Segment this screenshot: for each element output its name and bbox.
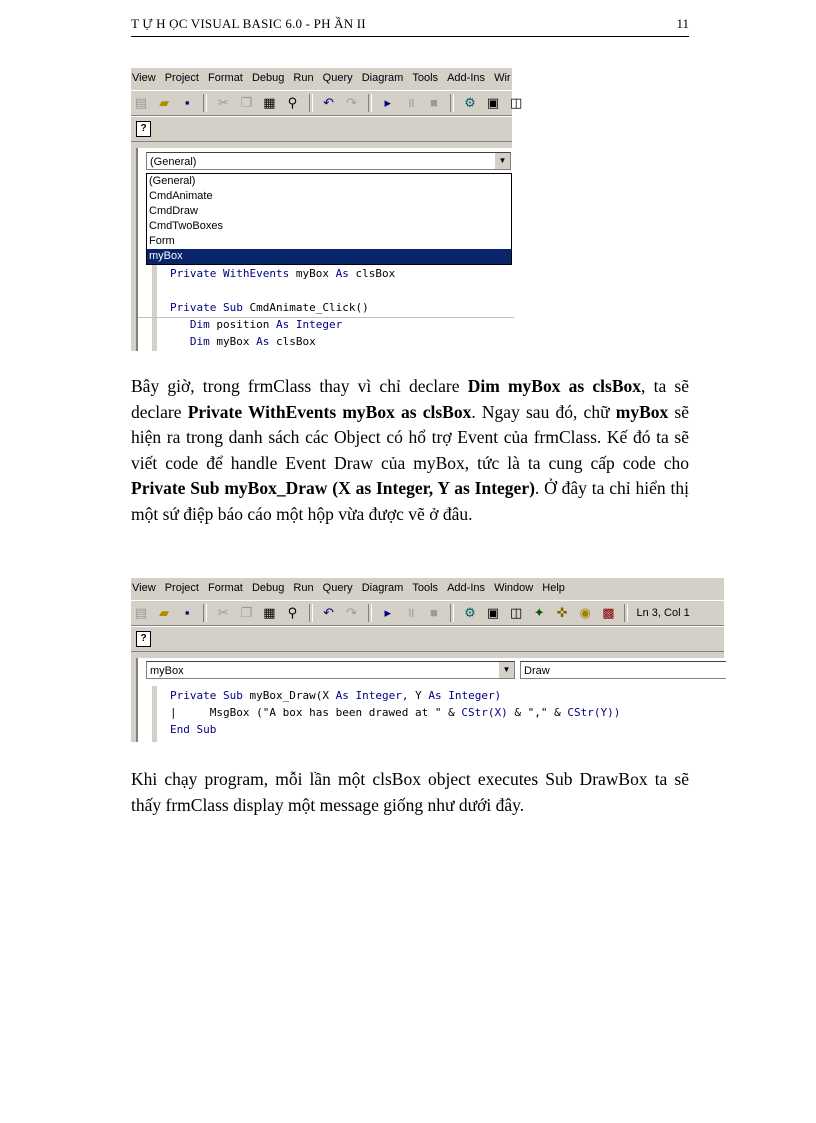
- toolbar-separator: [450, 604, 454, 622]
- object-browser-icon[interactable]: ✦: [533, 605, 545, 620]
- object-combo-value: myBox: [150, 665, 184, 677]
- code-token: Integer): [448, 689, 502, 702]
- code-token: myBox: [295, 267, 329, 280]
- undo-icon[interactable]: ↶: [323, 95, 335, 110]
- run-icon[interactable]: ▸: [384, 605, 392, 620]
- data-view-icon[interactable]: ◉: [579, 605, 591, 620]
- code-token: Integer: [295, 318, 343, 331]
- secondary-toolbar: [131, 116, 512, 142]
- code-token: clsBox: [355, 267, 396, 280]
- vb-ide-screenshot-2: [131, 578, 724, 742]
- menu-format[interactable]: Format: [208, 72, 243, 84]
- project-explorer-icon[interactable]: ▤: [134, 605, 148, 620]
- menu-view[interactable]: View: [132, 582, 156, 594]
- menu-query[interactable]: Query: [322, 582, 353, 594]
- margin-indicator-bar: [152, 265, 157, 351]
- project-icon[interactable]: ⚙: [464, 605, 476, 620]
- menu-diagram[interactable]: Diagram: [361, 582, 404, 594]
- toolbar-separator: [203, 604, 207, 622]
- text-bold: Private Sub myBox_Draw (X as Integer, Y as Integer): [131, 478, 535, 498]
- redo-icon[interactable]: ↷: [346, 605, 358, 620]
- toolbar-separator: [450, 94, 454, 112]
- page-header: [131, 14, 689, 37]
- text-run: sẽ hiện ra trong danh sách các Object có hổ trợ Event của frmClass. Kế đó ta sẽ viết code để handle Event Draw của myBox, tức là ta cung cấp code cho: [131, 401, 690, 473]
- text-bold: Dim myBox as clsBox: [467, 376, 642, 396]
- find-icon[interactable]: ⚲: [287, 95, 298, 110]
- menu-help[interactable]: Help: [542, 582, 565, 594]
- code-token: Private: [170, 267, 217, 280]
- code-token: myBox_Draw(X: [249, 689, 329, 702]
- object-combo[interactable]: [146, 152, 511, 170]
- menu-diagram[interactable]: Diagram: [361, 72, 404, 84]
- code-window: [136, 148, 514, 351]
- run-icon[interactable]: ▸: [384, 95, 392, 110]
- toolbar-separator: [368, 94, 372, 112]
- copy-icon[interactable]: ❐: [240, 605, 253, 620]
- menu-run[interactable]: Run: [293, 582, 314, 594]
- code-token: As: [256, 335, 270, 348]
- code-editor[interactable]: [170, 265, 395, 350]
- text-run: . Ở đây ta chỉ hiển thị một sứ điệp báo cáo một hộp vừa được vẽ ở đâu.: [131, 478, 689, 524]
- toolbar-separator: [309, 604, 313, 622]
- toolbar-separator: [624, 604, 628, 622]
- list-item[interactable]: CmdDraw: [149, 205, 198, 217]
- project-explorer-icon[interactable]: ▤: [134, 95, 148, 110]
- object-combo[interactable]: [146, 661, 515, 679]
- body-paragraph-1: [131, 374, 689, 527]
- menu-tools[interactable]: Tools: [412, 582, 439, 594]
- copy-icon[interactable]: ❐: [240, 95, 253, 110]
- stop-icon[interactable]: ■: [429, 95, 438, 110]
- project-icon[interactable]: ⚙: [464, 95, 476, 110]
- paste-icon[interactable]: ▦: [263, 95, 276, 110]
- list-item[interactable]: Form: [149, 235, 175, 247]
- code-token: Private: [170, 301, 217, 314]
- cut-icon[interactable]: ✂: [217, 605, 229, 620]
- code-token: myBox: [216, 335, 250, 348]
- procedure-combo-value: Draw: [524, 665, 550, 677]
- menu-project[interactable]: Project: [164, 72, 199, 84]
- body-paragraph-2: [131, 767, 689, 818]
- code-token: Sub: [222, 301, 243, 314]
- help-icon[interactable]: ?: [136, 631, 151, 647]
- menu-add-ins[interactable]: Add-Ins: [447, 72, 486, 84]
- code-token: Dim: [189, 318, 210, 331]
- code-token: WithEvents: [222, 267, 290, 280]
- standard-toolbar: [131, 90, 523, 116]
- toolbar-separator: [309, 94, 313, 112]
- text-bold: Private WithEvents myBox as clsBox: [187, 401, 472, 422]
- paste-icon[interactable]: ▦: [263, 605, 276, 620]
- code-token: Private: [170, 689, 217, 702]
- text-run: . Ngay sau đó, chữ: [471, 401, 616, 422]
- text-run: Bây giờ, trong frmClass thay vì chỉ declare: [131, 376, 468, 396]
- menu-run[interactable]: Run: [293, 72, 314, 84]
- vb-ide-screenshot-1: [131, 68, 523, 351]
- procedure-combo[interactable]: [520, 661, 726, 679]
- undo-icon[interactable]: ↶: [323, 605, 335, 620]
- help-icon[interactable]: ?: [136, 121, 151, 137]
- form-layout-icon[interactable]: ◫: [509, 605, 523, 620]
- pause-icon[interactable]: ॥: [406, 95, 415, 110]
- code-token: As: [428, 689, 442, 702]
- code-window: [136, 658, 726, 742]
- list-item[interactable]: CmdTwoBoxes: [149, 220, 223, 232]
- cut-icon[interactable]: ✂: [217, 95, 229, 110]
- code-token: As: [335, 267, 349, 280]
- menu-bar: [131, 578, 724, 598]
- menu-add-ins[interactable]: Add-Ins: [447, 582, 486, 594]
- code-divider: [138, 317, 514, 318]
- margin-indicator-bar: [152, 686, 157, 742]
- menu-format[interactable]: Format: [208, 582, 243, 594]
- menu-debug[interactable]: Debug: [251, 582, 285, 594]
- toolbar-separator: [368, 604, 372, 622]
- component-manager-icon[interactable]: ▩: [602, 605, 615, 620]
- code-token: As: [275, 318, 290, 331]
- menu-view[interactable]: View: [132, 72, 156, 84]
- text-bold: myBox: [615, 401, 669, 422]
- code-token: CStr(Y)): [567, 706, 621, 719]
- find-icon[interactable]: ⚲: [287, 605, 298, 620]
- list-item-selected[interactable]: myBox: [147, 249, 511, 264]
- code-token: CStr(X): [461, 706, 508, 719]
- menu-project[interactable]: Project: [164, 582, 199, 594]
- menu-debug[interactable]: Debug: [251, 72, 285, 84]
- chevron-down-icon[interactable]: ▼: [498, 662, 514, 678]
- pause-icon[interactable]: ॥: [406, 605, 415, 620]
- save-icon[interactable]: ▪: [184, 605, 190, 620]
- toolbox-icon[interactable]: ✜: [556, 605, 568, 620]
- open-folder-icon[interactable]: ▰: [159, 95, 170, 110]
- code-token: Y: [415, 689, 422, 702]
- open-folder-icon[interactable]: ▰: [159, 605, 170, 620]
- code-token: Dim: [189, 335, 210, 348]
- menu-query[interactable]: Query: [322, 72, 353, 84]
- redo-icon[interactable]: ↷: [346, 95, 358, 110]
- code-token: position: [216, 318, 270, 331]
- code-editor[interactable]: [170, 687, 620, 738]
- text-run: , ta sẽ declare: [131, 376, 689, 422]
- header-title: T Ự H ỌC VISUAL BASIC 6.0 - PH ẦN II: [131, 16, 366, 31]
- list-item[interactable]: (General): [149, 175, 196, 187]
- cursor-position-status: Ln 3, Col 1: [636, 607, 690, 619]
- object-combo-value: (General): [150, 156, 197, 168]
- code-token: End: [170, 723, 190, 736]
- object-dropdown-list: [146, 173, 512, 265]
- menu-bar: [131, 68, 512, 88]
- stop-icon[interactable]: ■: [429, 605, 438, 620]
- toolbar-separator: [203, 94, 207, 112]
- code-token: As: [335, 689, 349, 702]
- list-item[interactable]: CmdAnimate: [149, 190, 213, 202]
- standard-toolbar: [131, 600, 724, 626]
- form-layout-icon[interactable]: ◫: [509, 95, 523, 110]
- text-cursor: |: [170, 706, 177, 719]
- code-token: clsBox: [276, 335, 316, 348]
- page-number: 11: [676, 16, 689, 31]
- properties-icon[interactable]: ▣: [486, 605, 500, 620]
- code-token: Sub: [196, 723, 217, 736]
- save-icon[interactable]: ▪: [184, 95, 190, 110]
- code-token: Sub: [222, 689, 243, 702]
- menu-window[interactable]: Wir: [494, 72, 511, 84]
- chevron-down-icon[interactable]: ▼: [494, 153, 510, 169]
- code-token: CmdAnimate_Click(): [249, 301, 369, 314]
- paragraph-text: Khi chạy program, mỗi lần một clsBox object executes Sub DrawBox ta sẽ thấy frmClass display một message giống như dưới đây.: [131, 769, 689, 815]
- menu-window[interactable]: Window: [494, 582, 534, 594]
- code-token: Integer,: [355, 689, 409, 702]
- code-token: & "," &: [507, 706, 568, 719]
- menu-tools[interactable]: Tools: [412, 72, 439, 84]
- code-token: MsgBox ("A box has been drawed at " &: [209, 706, 462, 719]
- properties-icon[interactable]: ▣: [486, 95, 500, 110]
- secondary-toolbar: [131, 626, 724, 652]
